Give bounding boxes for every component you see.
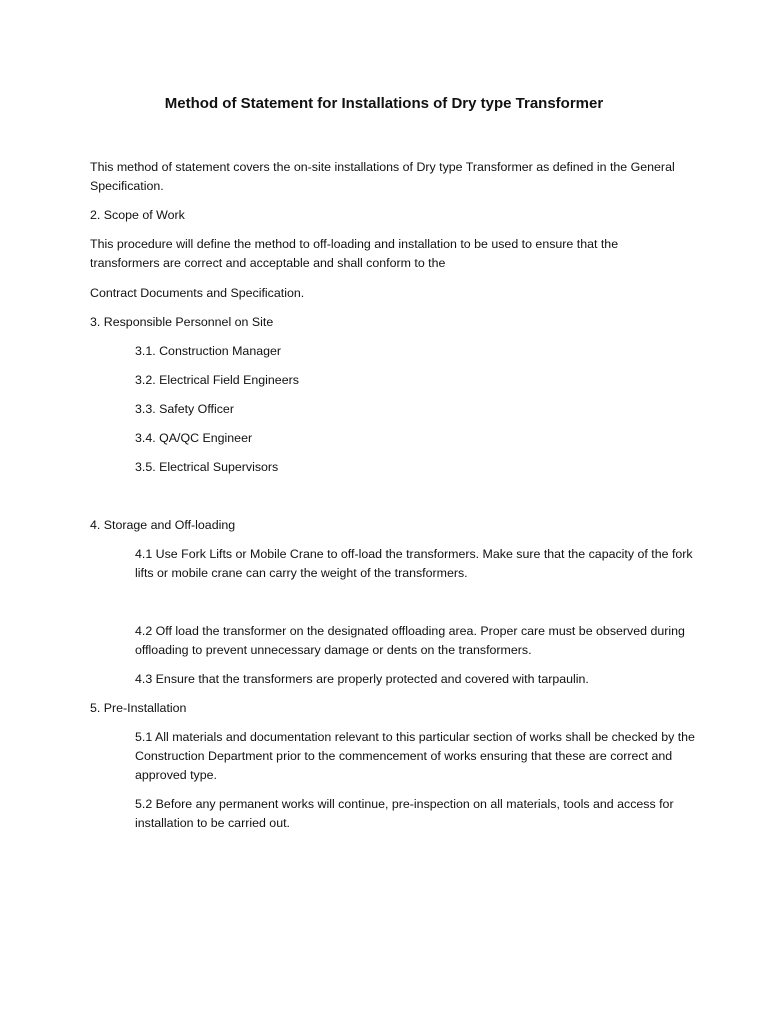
scope-paragraph: This procedure will define the method to off-loading and installation to be used to ensure that the transformers are correct and acceptable and shall conform to the — [90, 237, 619, 270]
personnel-item: 3.2. Electrical Field Engineers — [135, 373, 299, 387]
intro-paragraph: This method of statement covers the on-site installations of Dry type Transformer as defined in the General Specification. — [90, 160, 675, 193]
personnel-item: 3.5. Electrical Supervisors — [135, 460, 279, 474]
storage-item: 4.3 Ensure that the transformers are properly protected and covered with tarpaulin. — [135, 672, 589, 686]
scope-heading: 2. Scope of Work — [90, 208, 185, 222]
document-title: Method of Statement for Installations of Dry type Transformer — [164, 95, 604, 112]
personnel-item: 3.4. QA/QC Engineer — [135, 431, 253, 445]
scope-paragraph-continued: Contract Documents and Specification. — [90, 286, 305, 300]
preinstall-heading: 5. Pre-Installation — [90, 701, 187, 715]
personnel-heading: 3. Responsible Personnel on Site — [90, 315, 274, 329]
storage-item: 4.2 Off load the transformer on the designated offloading area. Proper care must be observed during offloading to prevent unnecessary damage or dents on the transformers. — [135, 624, 685, 657]
storage-heading: 4. Storage and Off-loading — [90, 518, 236, 532]
preinstall-item: 5.2 Before any permanent works will continue, pre-inspection on all materials, tools and access for installation to be carried out. — [135, 797, 674, 830]
preinstall-item: 5.1 All materials and documentation relevant to this particular section of works shall be checked by the Construction Department prior to the commencement of works ensuring that these are correct and approved type. — [135, 730, 695, 782]
personnel-item: 3.3. Safety Officer — [135, 402, 234, 416]
personnel-item: 3.1. Construction Manager — [135, 344, 282, 358]
storage-item: 4.1 Use Fork Lifts or Mobile Crane to off-load the transformers. Make sure that the capacity of the fork lifts or mobile crane can carry the weight of the transformers. — [135, 547, 693, 580]
